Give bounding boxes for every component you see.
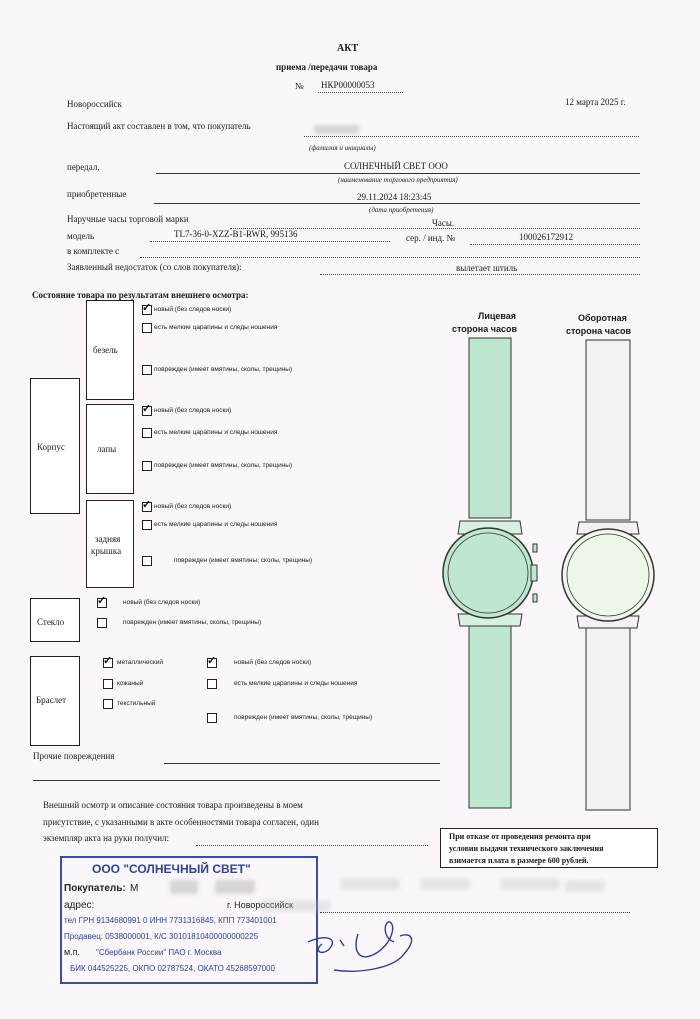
bracelet-damaged-label: поврежден (имеет вмятины, сколы, трещины) bbox=[234, 714, 373, 721]
lugs-scratches-label: есть мелкие царапины и следы ношения bbox=[154, 429, 278, 436]
seller-stamp bbox=[60, 856, 318, 984]
case-box bbox=[30, 378, 80, 514]
bracelet-box bbox=[30, 656, 80, 746]
brand-value: Часы. bbox=[432, 218, 455, 228]
stamp-company: ООО "СОЛНЕЧНЫЙ СВЕТ" bbox=[92, 862, 251, 876]
case-label: Корпус bbox=[37, 442, 65, 452]
refusal-notice-box bbox=[440, 828, 658, 868]
bezel-label: безель bbox=[93, 345, 118, 355]
bezel-box bbox=[86, 300, 134, 400]
consent-line-1: Внешний осмотр и описание состояния товара произведены в моем bbox=[43, 800, 303, 810]
redacted-address-2 bbox=[340, 878, 400, 890]
other-damage-line-1 bbox=[164, 763, 440, 764]
purchase-date: 29.11.2024 18:23:45 bbox=[357, 192, 432, 202]
kit-label: в комплекте с bbox=[67, 246, 120, 256]
defect-value: вылетает штиль bbox=[456, 263, 518, 273]
caseback-new-checkbox[interactable] bbox=[142, 502, 152, 512]
bezel-damaged-checkbox[interactable] bbox=[142, 365, 152, 375]
other-damage-label: Прочие повреждения bbox=[33, 751, 115, 761]
bezel-scratches-checkbox[interactable] bbox=[142, 323, 152, 333]
glass-damaged-checkbox[interactable] bbox=[97, 618, 107, 628]
front-side-title-2: сторона часов bbox=[452, 324, 517, 334]
serial-line bbox=[470, 244, 640, 245]
redacted-address-4 bbox=[500, 878, 560, 890]
lugs-damaged-label: поврежден (имеет вмятины, сколы, трещины) bbox=[154, 462, 293, 469]
defect-line bbox=[320, 274, 640, 275]
buyer-name-line bbox=[304, 136, 639, 137]
brand-label: Наручные часы торговой марки bbox=[67, 214, 189, 224]
bracelet-metal-label: металлический bbox=[117, 659, 163, 666]
notice-line-3: взимается плата в размере 600 рублей. bbox=[449, 856, 589, 865]
buyer-value: М bbox=[130, 883, 139, 894]
signature bbox=[300, 912, 440, 982]
consent-signature-line bbox=[196, 845, 428, 846]
hint-name: (фамилия и инициалы) bbox=[309, 144, 376, 152]
watch-front-diagram bbox=[430, 336, 540, 812]
model-value: TL7-36-0-XZZ-B1-RWR, 995136 bbox=[174, 229, 298, 239]
buyer-label: Покупатель: bbox=[64, 883, 126, 894]
stamp-ogrn: тел ГРН 9134680991 0 ИНН 7731316845, КПП 773401001 bbox=[64, 916, 277, 925]
lugs-scratches-checkbox[interactable] bbox=[142, 428, 152, 438]
hint-date: (дата приобретения) bbox=[369, 206, 434, 214]
bezel-new-checkbox[interactable] bbox=[142, 305, 152, 315]
hint-org: (наименование торгового предприятия) bbox=[338, 176, 458, 184]
lugs-damaged-checkbox[interactable] bbox=[142, 461, 152, 471]
back-side-title-2: сторона часов bbox=[566, 326, 631, 336]
bezel-damaged-label: поврежден (имеет вмятины, сколы, трещины) bbox=[154, 366, 293, 373]
document-title: АКТ bbox=[337, 43, 359, 54]
bracelet-new-checkbox[interactable] bbox=[207, 658, 217, 668]
stamp-bank: "Сбербанк России" ПАО г. Москва bbox=[96, 948, 222, 957]
caseback-scratches-checkbox[interactable] bbox=[142, 520, 152, 530]
bracelet-leather-label: кожаный bbox=[117, 680, 144, 687]
bracelet-new-label: новый (без следов носки) bbox=[234, 659, 312, 666]
notice-line-1: При отказе от проведения ремонта при bbox=[449, 832, 591, 841]
bracelet-leather-checkbox[interactable] bbox=[103, 679, 113, 689]
transferred-label: передал, bbox=[67, 162, 100, 172]
consent-line-2: присутствие, с указанными в акте особенностями товара согласен, один bbox=[43, 817, 319, 827]
acquired-label: приобретенные bbox=[67, 189, 127, 199]
lugs-new-label: новый (без следов носки) bbox=[154, 407, 232, 414]
caseback-label-1: задняя bbox=[95, 534, 121, 544]
stamp-account: Продавец: 0538000001, К/С 30101810400000000225 bbox=[64, 932, 259, 941]
city: Новороссийск bbox=[67, 99, 122, 109]
lugs-box bbox=[86, 404, 134, 494]
bezel-new-label: новый (без следов носки) bbox=[154, 306, 232, 313]
redacted-buyer-2 bbox=[215, 880, 255, 894]
bracelet-scratches-label: есть мелкие царапины и следы ношения bbox=[234, 680, 358, 687]
redacted-address-3 bbox=[420, 878, 470, 890]
lugs-label: лапы bbox=[97, 444, 117, 454]
bracelet-label: Браслет bbox=[36, 695, 67, 705]
address-value: г. Новороссийск bbox=[227, 900, 293, 910]
bracelet-damaged-checkbox[interactable] bbox=[207, 713, 217, 723]
caseback-box bbox=[86, 500, 134, 588]
intro-text: Настоящий акт составлен в том, что покупатель bbox=[67, 121, 251, 131]
notice-line-2: условии выдачи технического заключения bbox=[449, 844, 604, 853]
document-subtitle: приема /передачи товара bbox=[276, 62, 378, 72]
glass-new-label: новый (без следов носки) bbox=[123, 599, 201, 606]
number-label: № bbox=[295, 81, 304, 91]
glass-new-checkbox[interactable] bbox=[97, 598, 107, 608]
seller-name: СОЛНЕЧНЫЙ СВЕТ ООО bbox=[344, 161, 448, 171]
lugs-new-checkbox[interactable] bbox=[142, 406, 152, 416]
defect-label: Заявленный недостаток (со слов покупателя): bbox=[67, 262, 242, 272]
redacted-buyer-1 bbox=[170, 880, 198, 894]
caseback-damaged-checkbox[interactable] bbox=[142, 556, 152, 566]
inspection-title: Состояние товара по результатам внешнего осмотра: bbox=[32, 290, 249, 300]
act-number: НКР00000053 bbox=[321, 80, 375, 90]
serial-value: 100026172912 bbox=[519, 232, 573, 242]
kit-line bbox=[140, 257, 640, 258]
purchase-date-line bbox=[154, 203, 640, 204]
consent-line-3: экземпляр акта на руки получил: bbox=[43, 833, 169, 843]
caseback-label-2: крышка bbox=[91, 546, 122, 556]
bracelet-textile-checkbox[interactable] bbox=[103, 699, 113, 709]
act-number-line bbox=[318, 92, 403, 93]
caseback-scratches-label: есть мелкие царапины и следы ношения bbox=[154, 521, 278, 528]
redacted-name bbox=[314, 125, 359, 134]
redacted-address-5 bbox=[565, 880, 605, 892]
caseback-damaged-label: поврежден (имеет вмятины, сколы, трещины) bbox=[174, 557, 313, 564]
stamp-mp: м.п. bbox=[64, 947, 81, 957]
watch-back-diagram bbox=[555, 338, 665, 814]
model-label: модель bbox=[67, 231, 95, 241]
glass-damaged-label: поврежден (имеет вмятины, сколы, трещины) bbox=[123, 619, 262, 626]
bezel-scratches-label: есть мелкие царапины и следы ношения bbox=[154, 324, 278, 331]
model-line bbox=[150, 241, 390, 242]
other-damage-line-2 bbox=[33, 780, 440, 781]
stamp-bik: БИК 044525225, ОКПО 02787524, ОКАТО 45268597000 bbox=[70, 964, 275, 973]
back-side-title-1: Оборотная bbox=[578, 313, 627, 323]
serial-label: сер. / инд. № bbox=[406, 233, 456, 243]
bracelet-metal-checkbox[interactable] bbox=[103, 658, 113, 668]
glass-box bbox=[30, 598, 80, 642]
glass-label: Стекло bbox=[37, 617, 65, 627]
bracelet-textile-label: текстильный bbox=[117, 700, 156, 707]
address-label: адрес: bbox=[64, 900, 95, 911]
caseback-new-label: новый (без следов носки) bbox=[154, 503, 232, 510]
front-side-title-1: Лицевая bbox=[478, 311, 517, 321]
seller-line bbox=[156, 173, 640, 174]
redacted-address-1 bbox=[260, 900, 330, 912]
bracelet-scratches-checkbox[interactable] bbox=[207, 679, 217, 689]
act-date: 12 марта 2025 г. bbox=[565, 97, 626, 107]
